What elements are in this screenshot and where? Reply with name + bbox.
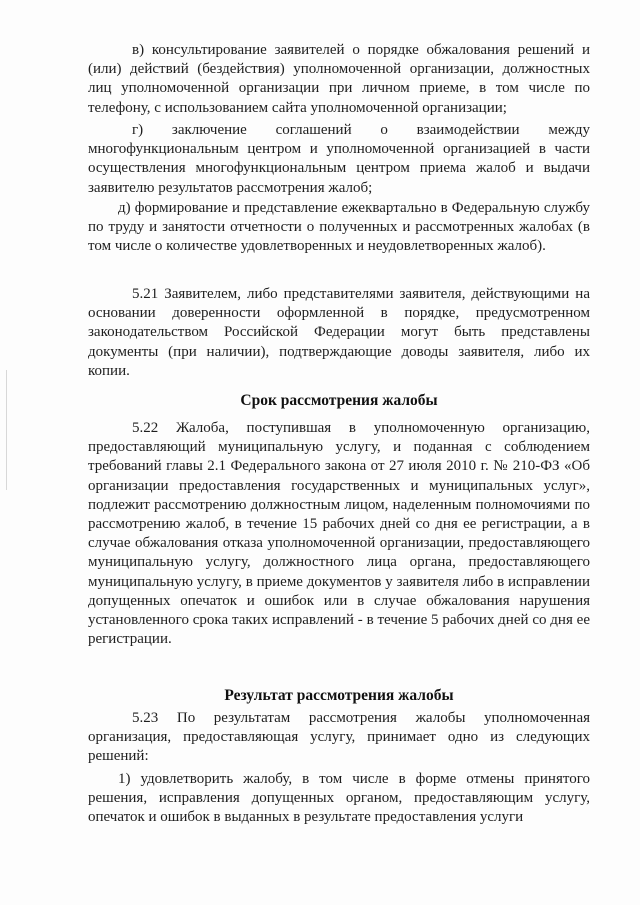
section-5-22 (88, 419, 590, 649)
heading-review-period: Срок рассмотрения жалобы (240, 392, 438, 409)
scan-edge-line (6, 370, 7, 490)
paragraph-satisfy-complaint: 1) удовлетворить жалобу, в том числе в форме отмены принятого решения, исправления допущенных органом, предоставляющим услугу, опечаток и ошибок в выданных в результате предоставления услуги (88, 771, 590, 826)
paragraph-5-23: 5.23 По результатам рассмотрения жалобы уполномоченная организация, предоставляющая услугу, принимает одно из следующих решений: (88, 710, 590, 765)
item-d-paragraph (88, 199, 590, 257)
paragraph-reporting: д) формирование и представление ежеквартально в Федеральную службу по труду и занятости отчетности о полученных и рассмотренных жалобах (в том числе о количестве удовлетворенных и неудовлетворенных жалоб). (88, 200, 590, 255)
paragraph-agreements: г) заключение соглашений о взаимодействии между многофункциональным центром и уполномоченной организацией в части осуществления многофункциональным центром приема жалоб и выдачи заявителю результатов рассмотрения жалоб; (88, 122, 590, 196)
heading-review-result: Результат рассмотрения жалобы (224, 687, 454, 704)
item-g-paragraph (88, 121, 590, 198)
section-5-21 (88, 285, 590, 381)
section-5-23 (88, 709, 590, 767)
paragraph-5-22: 5.22 Жалоба, поступившая в уполномоченную организацию, предоставляющий муниципальную услугу, и поданная с соблюдением требований главы 2.1 Федерального закона от 27 июля 2010 г. № 210-ФЗ «Об организации предоставления государственных и муниципальных услуг», подлежит рассмотрению должностным лицом, наделенным полномочиями по рассмотрению жалоб, в течение 15 рабочих дней со дня ее регистрации, а в случае обжалования отказа уполномоченной организации, предоставляющего муниципальную услугу, должностного лица органа, предоставляющего муниципальную услугу, в приеме документов у заявителя либо в исправлении допущенных опечаток и ошибок или в случае обжалования нарушения установленного срока таких исправлений - в течение 5 рабочих дней со дня ее регистрации. (88, 420, 590, 648)
paragraph-5-21: 5.21 Заявителем, либо представителями заявителя, действующими на основании доверенности оформленной в порядке, предусмотренном законодательством Российской Федерации могут быть представлены документы (при наличии), подтверждающие доводы заявителя, либо их копии. (88, 286, 590, 379)
paragraph-consulting: в) консультирование заявителей о порядке обжалования решений и (или) действий (бездействия) уполномоченной организации, должностных лиц уполномоченной организации при личном приеме, в том числе по телефону, с использованием сайта уполномоченной организации; (88, 42, 590, 116)
item-1-paragraph (88, 770, 590, 828)
item-v-paragraph (88, 41, 590, 118)
